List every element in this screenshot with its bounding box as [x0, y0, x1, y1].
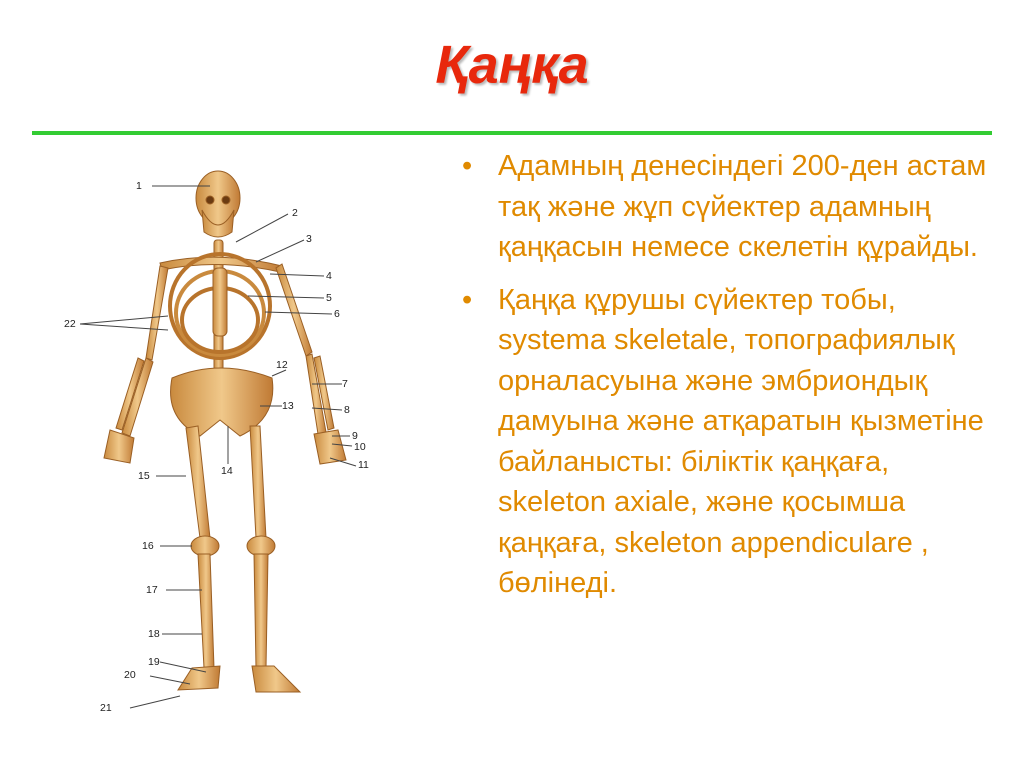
diagram-label: 1 [136, 180, 142, 192]
diagram-label: 12 [276, 359, 288, 371]
diagram-label: 6 [334, 308, 340, 320]
bullet-item [462, 280, 1002, 604]
bullet-item [462, 146, 1002, 268]
diagram-label: 5 [326, 292, 332, 304]
diagram-label: 11 [358, 459, 369, 471]
bullet-symbol: • [462, 150, 473, 182]
diagram-label: 9 [352, 430, 358, 442]
diagram-label: 16 [142, 540, 154, 552]
skeleton-illustration [104, 171, 346, 692]
diagram-label: 3 [306, 233, 312, 245]
diagram-label: 19 [148, 656, 160, 668]
bullet-symbol: • [462, 283, 473, 316]
bullet-list [462, 146, 1002, 616]
slide-title: Қаңқа [435, 35, 589, 95]
diagram-label: 21 [100, 702, 112, 714]
diagram-label: 15 [138, 470, 150, 482]
diagram-label: 4 [326, 270, 332, 282]
diagram-label: 2 [292, 207, 298, 219]
title-divider [32, 131, 992, 135]
diagram-label: 10 [354, 441, 366, 453]
diagram-label: 20 [124, 669, 136, 681]
diagram-label: 17 [146, 584, 158, 596]
skeleton-diagram [60, 158, 400, 718]
diagram-label: 7 [342, 378, 348, 390]
diagram-label: 18 [148, 628, 160, 640]
diagram-label: 14 [221, 465, 233, 477]
diagram-label: 8 [344, 404, 350, 416]
bullet-text: Адамның денесіндегі 200-ден астам тақ және жұп сүйектер адамның қаңқасын немесе скелетін құрайды. [498, 150, 987, 263]
diagram-label: 22 [64, 318, 76, 330]
diagram-label: 13 [282, 400, 294, 412]
bullet-text: Қаңқа құрушы сүйектер тобы, systema skeletale, топографиялық орналасуына және эмбриондық дамуына және атқаратын қызметіне байланысты: біліктік қаңқаға, skeleton axiale, және қосымша қаңқаға, skeleton appendiculare , бөлінеді. [498, 283, 984, 599]
